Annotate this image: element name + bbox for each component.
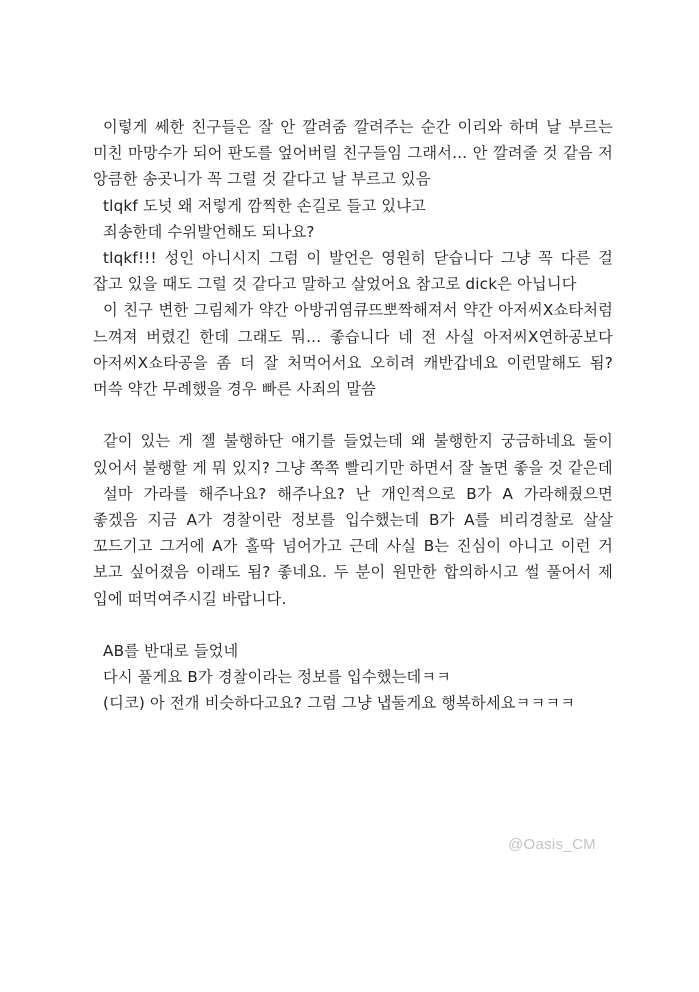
paragraph-8: AB를 반대로 들었네 [103,642,239,661]
paragraph-6: 같이 있는 게 젤 불행하단 얘기를 들었는데 왜 불행한지 궁금하네요 둘이 있어서 불행할 게 뭐 있지? 그냥 쪽쪽 빨리기만 하면서 잘 놀면 좋을 것 같은데 [93,432,613,477]
paragraph-1: 이렇게 쎄한 친구들은 잘 안 깔려줌 깔려주는 순간 이리와 하며 날 부르는 미친 마망수가 되어 판도를 엎어버릴 친구들임 그래서… 안 깔려줄 것 같음 저 앙큼한 송곳니가 꼭 그럴 것 같다고 날 부르고 있음 [93,118,613,189]
paragraph-10: (디코) 아 전개 비슷하다고요? 그럼 그냥 냅둘게요 행복하세요ㅋㅋㅋㅋ [103,694,576,713]
paragraph-9: 다시 풀게요 B가 경찰이라는 정보를 입수했는데ㅋㅋ [103,668,452,687]
paragraph-5: 이 친구 변한 그림체가 약간 아방귀염큐뜨뽀짝해져서 약간 아저씨X쇼타처럼 느껴져 버렸긴 한데 그래도 뭐… 좋습니다 네 전 사실 아저씨X연하공보다 아저씨X쇼타공을 좀 더 잘 처먹어서요 오히려 캐반갑네요 이런말해도 됨? 머쓱 약간 무례했을 경우 빠른 사죄의 말씀 [93,301,613,399]
paragraph-4: tlqkf!!! 성인 아니시지 그럼 이 발언은 영원히 닫습니다 그냥 꼭 다른 걸 잡고 있을 때도 그럴 것 같다고 말하고 살었어요 참고로 dick은 아닙니다 [93,249,613,294]
blank-line-1 [93,402,613,428]
paragraph-7: 설마 가라를 해주나요? 해주나요? 난 개인적으로 B가 A 가라해줬으면 좋겠음 지금 A가 경찰이란 정보를 입수했는데 B가 A를 비리경찰로 살살 꼬드기고 그거에 A가 홀딱 넘어가고 근데 사실 B는 진심이 아니고 이런 거 보고 싶어졌음 이래도 됨? 좋네요. 두 분이 원만한 합의하시고 썰 풀어서 제 입에 떠먹여주시길 바랍니다. [93,484,613,608]
watermark: @Oasis_CM [508,836,596,853]
paragraph-3: 죄송한데 수위발언해도 되나요? [103,222,315,241]
blank-line-2 [93,612,613,638]
paragraph-2: tlqkf 도넛 왜 저렇게 깜찍한 손길로 들고 있냐고 [103,196,426,215]
document-body [93,114,613,717]
